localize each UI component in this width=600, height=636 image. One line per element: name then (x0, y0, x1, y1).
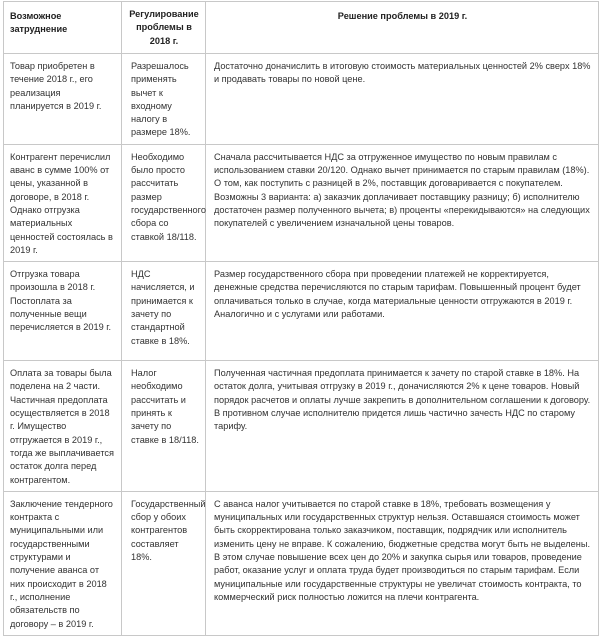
cell-solution-2019: Сначала рассчитывается НДС за отгруженное имущество по новым правилам с использованием ставки 20/120. Однако вычет принимается по старым правилам (18%). О том, как поступить с разницей в 2%, поставщик договаривается с покупателем. Возможны 3 варианта: а) заказчик доплачивает поставщику разницу; б) исполнителю достаточен размер полученного вычета; в) проценты «перекидываются» на следующих покупателей с увеличением изначальной цены товаров. (206, 144, 599, 261)
cell-solution-2019: Полученная частичная предоплата принимается к зачету по старой ставке в 18%. На остаток долга, учитывая отгрузку в 2019 г., доначисляются 2% к цене товаров. Новый порядок расчетов и оплаты лучше закрепить в дополнительном соглашении к договору. В противном случае исполнителю придется лишь частично зачесть НДС по старому тарифу. (206, 361, 599, 492)
cell-regulation-2018: Государственный сбор у обоих контрагентов составляет 18%. (122, 491, 206, 635)
table-row (4, 491, 599, 635)
cell-difficulty: Контрагент перечислил аванс в сумме 100% от цены, указанной в договоре, в 2018 г. Однако отгрузка материальных ценностей состоялась в 2019 г. (4, 144, 122, 261)
cell-solution-2019: Размер государственного сбора при проведении платежей не корректируется, денежные средства перечисляются по старым тарифам. Повышенный процент будет оплачиваться только в случае, когда материальные ценности отгружаются в 2019 г. Аналогично и с услугами или работами. (206, 262, 599, 361)
cell-difficulty: Отгрузка товара произошла в 2018 г. Постоплата за полученные вещи перечисляется в 2019 г. (4, 262, 122, 361)
table-row (4, 54, 599, 145)
cell-regulation-2018: Необходимо было просто рассчитать размер государственного сбора со ставкой 18/118. (122, 144, 206, 261)
cell-regulation-2018: Налог необходимо рассчитать и принять к зачету по ставке в 18/118. (122, 361, 206, 492)
cell-difficulty: Оплата за товары была поделена на 2 части. Частичная предоплата осуществляется в 2018 г. Имущество отгружается в 2019 г., тогда же выплачивается остаток долга перед контрагентом. (4, 361, 122, 492)
table-row (4, 361, 599, 492)
cell-difficulty: Товар приобретен в течение 2018 г., его реализация планируется в 2019 г. (4, 54, 122, 145)
vat-comparison-table (3, 1, 599, 636)
header-solution-2019: Решение проблемы в 2019 г. (206, 2, 599, 54)
table-row (4, 144, 599, 261)
cell-difficulty: Заключение тендерного контракта с муниципальными или государственными структурами и получение аванса от них происходит в 2018 г., исполнение обязательств по договору – в 2019 г. (4, 491, 122, 635)
cell-regulation-2018: Разрешалось применять вычет к входному налогу в размере 18%. (122, 54, 206, 145)
header-regulation-2018: Регулирование проблемы в 2018 г. (122, 2, 206, 54)
cell-solution-2019: Достаточно доначислить в итоговую стоимость материальных ценностей 2% сверх 18% и продавать товары по новой цене. (206, 54, 599, 145)
cell-solution-2019: С аванса налог учитывается по старой ставке в 18%, требовать возмещения у муниципальных или государственных структур нельзя. Оставшаяся стоимость может быть скорректирована только заказчиком, поставщик, подрядчик или исполнитель изменить цену не вправе. К сожалению, бюджетные средства могут быть не выделены. В этом случае повышение всех цен до 20% и закупка сырья или товаров, проведение работ, оказание услуг и оплата труда будет производиться по старым тарифам. Если муниципальные или государственные структуры не увеличат стоимость контракта, то коммерческий риск полностью ложится на плечи контрагента. (206, 491, 599, 635)
header-difficulty: Возможное затруднение (4, 2, 122, 54)
table-header-row (4, 2, 599, 54)
table-row (4, 262, 599, 361)
cell-regulation-2018: НДС начисляется, и принимается к зачету по стандартной ставке в 18%. (122, 262, 206, 361)
